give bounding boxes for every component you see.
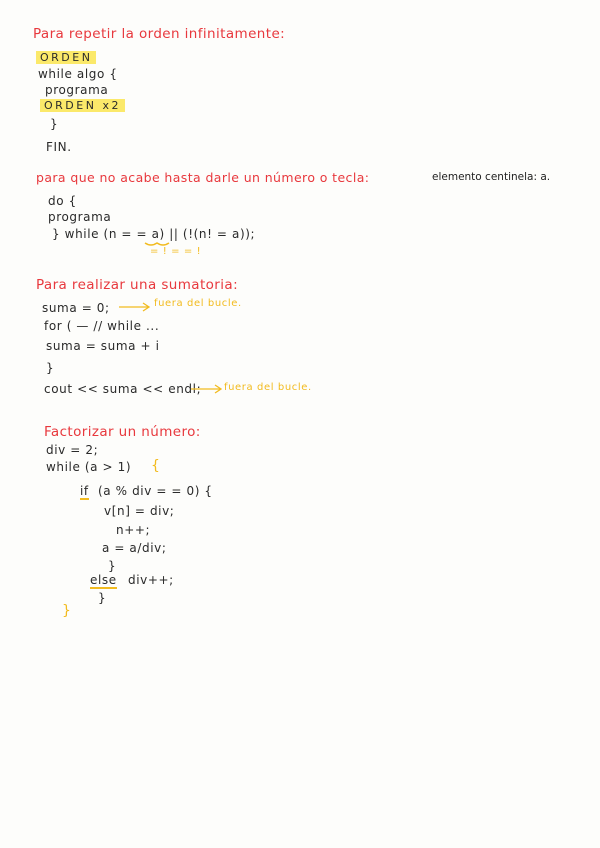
code-line: v[n] = div;: [104, 504, 175, 518]
code-line: } while (n = = a) || (!(n! = a));: [52, 227, 256, 241]
code-line: (a % div = = 0) {: [98, 484, 213, 498]
code-line: cout << suma << endl;: [44, 382, 202, 396]
orden-x2-highlight: ORDEN x2: [40, 99, 125, 112]
section2-title: para que no acabe hasta darle un número o tecla:: [36, 170, 370, 185]
code-line: programa: [45, 83, 109, 97]
fuera-note: fuera del bucle.: [154, 298, 242, 309]
brace-yellow: {: [151, 458, 161, 474]
code-line: for ( — // while ...: [44, 319, 160, 333]
code-line: }: [108, 559, 117, 573]
arrow-icon: [190, 384, 224, 394]
section4-title: Factorizar un número:: [44, 424, 201, 440]
code-line: div = 2;: [46, 443, 99, 457]
arrow-icon: [118, 302, 152, 312]
orden-highlight: ORDEN: [36, 51, 96, 64]
yellow-annotation: = ! = = !: [150, 246, 202, 257]
section3-title: Para realizar una sumatoria:: [36, 277, 239, 293]
code-line: }: [98, 591, 107, 605]
code-line: div++;: [128, 573, 174, 587]
fuera-note: fuera del bucle.: [224, 382, 312, 393]
else-keyword: else: [90, 573, 117, 587]
code-line: suma = 0;: [42, 301, 110, 315]
code-line: suma = suma + i: [46, 339, 160, 353]
code-line: while algo {: [38, 67, 118, 81]
if-keyword: if: [80, 484, 89, 498]
brace-yellow: }: [62, 603, 72, 619]
code-line: while (a > 1): [46, 460, 132, 474]
code-line: n++;: [116, 523, 151, 537]
code-line: }: [46, 361, 55, 375]
section2-title-tail: elemento centinela: a.: [432, 171, 551, 183]
code-line: do {: [48, 194, 77, 208]
section1-title: Para repetir la orden infinitamente:: [33, 26, 286, 42]
code-line: }: [50, 117, 59, 131]
code-line: a = a/div;: [102, 541, 167, 555]
code-line: programa: [48, 210, 112, 224]
code-line: FIN.: [46, 140, 72, 154]
